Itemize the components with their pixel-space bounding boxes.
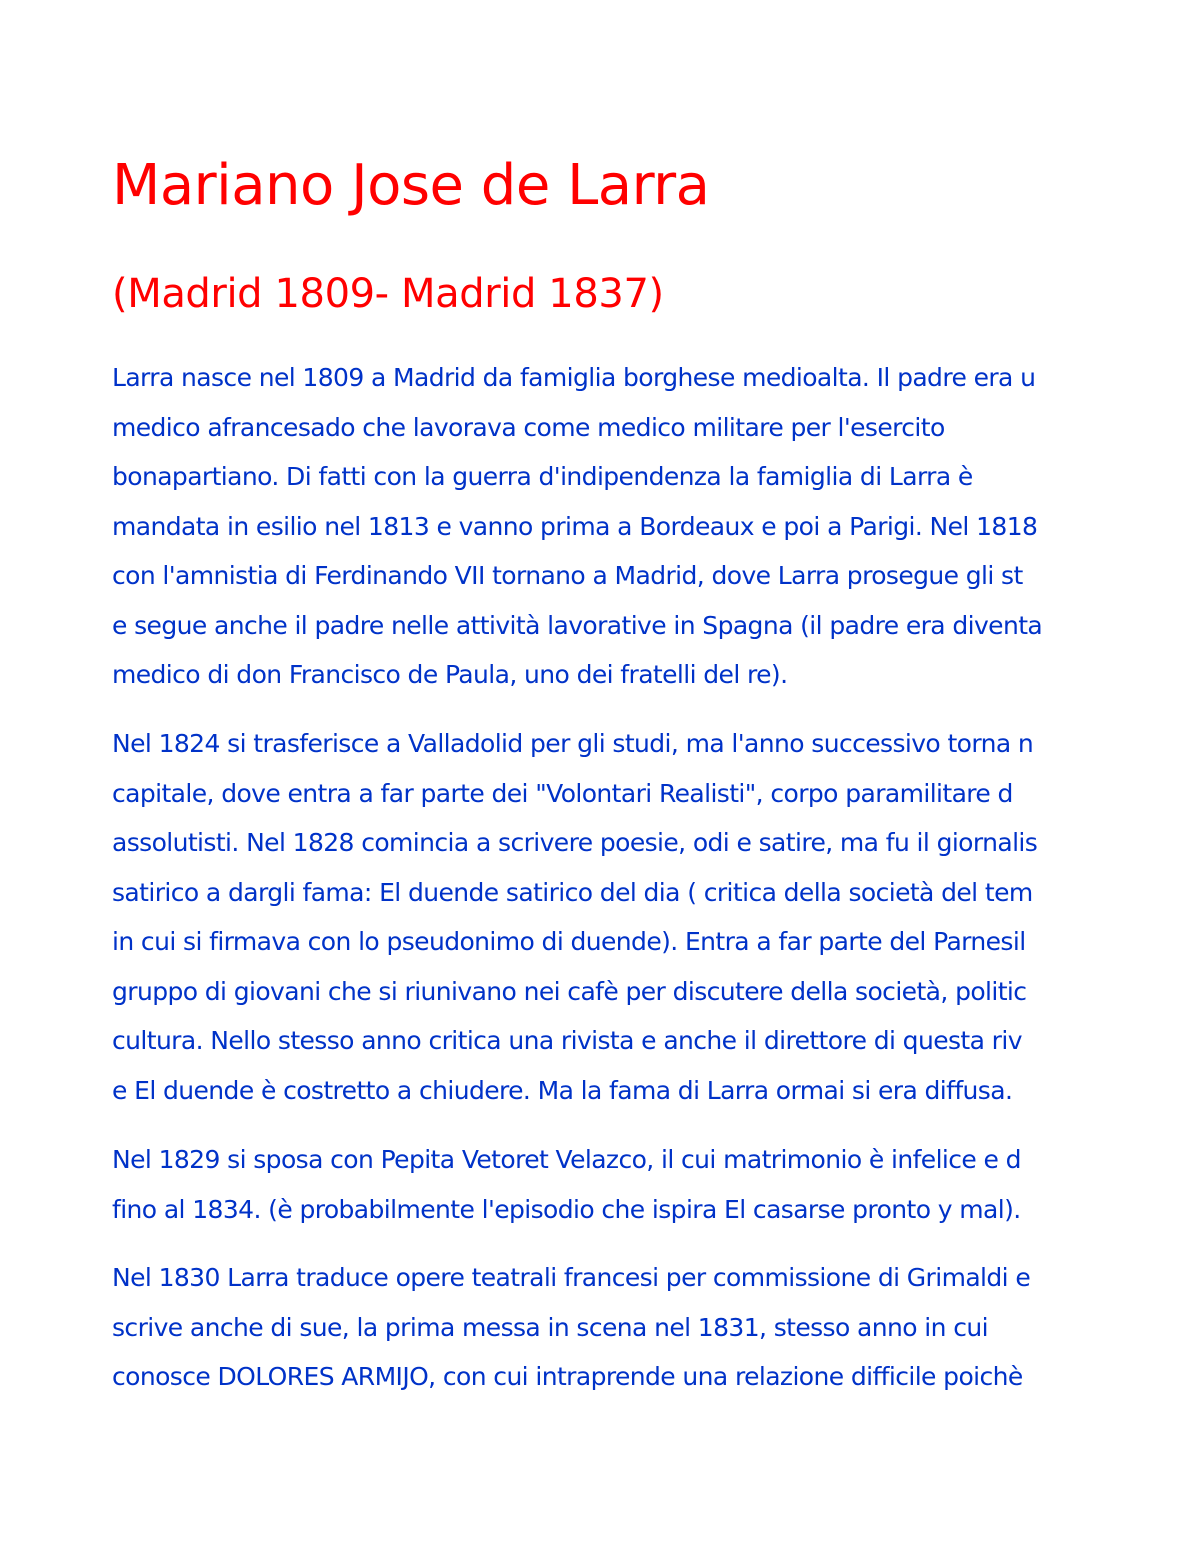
text-line: e El duende è costretto a chiudere. Ma la fama di Larra ormai si era diffusa. (112, 1075, 1013, 1105)
text-line: scrive anche di sue, la prima messa in scena nel 1831, stesso anno in cui (112, 1312, 988, 1342)
paragraph-biography-early-life (112, 353, 1042, 700)
paragraph-biography-theatre (112, 1253, 1030, 1402)
text-line: cultura. Nello stesso anno critica una rivista e anche il direttore di questa riv (112, 1026, 1022, 1055)
text-line: gruppo di giovani che si riunivano nei cafè per discutere della società, politic (112, 976, 1027, 1006)
paragraph-biography-career (112, 719, 1037, 1115)
document-title: Mariano Jose de Larra (112, 153, 710, 218)
text-line: satirico a dargli fama: El duende satirico del dia ( critica della società del tem (112, 877, 1033, 907)
text-line: Nel 1830 Larra traduce opere teatrali francesi per commissione di Grimaldi e (112, 1263, 1031, 1292)
text-line: bonapartiano. Di fatti con la guerra d'indipendenza la famiglia di Larra è (112, 462, 973, 491)
text-line: in cui si firmava con lo pseudonimo di duende). Entra a far parte del Parnesil (112, 927, 1026, 956)
text-line: Nel 1829 si sposa con Pepita Vetoret Velazco, il cui matrimonio è infelice e d (112, 1145, 1021, 1174)
text-line: assolutisti. Nel 1828 comincia a scrivere poesie, odi e satire, ma fu il giornalis (112, 828, 1038, 857)
text-line: medico di don Francisco de Paula, uno dei fratelli del re). (112, 660, 788, 689)
text-line: Larra nasce nel 1809 a Madrid da famiglia borghese medioalta. Il padre era u (112, 363, 1036, 392)
text-line: conosce DOLORES ARMIJO, con cui intraprende una relazione difficile poichè (112, 1362, 1023, 1391)
text-line: e segue anche il padre nelle attività lavorative in Spagna (il padre era diventa (112, 610, 1043, 640)
document-subtitle: (Madrid 1809- Madrid 1837) (112, 271, 664, 317)
text-line: Nel 1824 si trasferisce a Valladolid per gli studi, ma l'anno successivo torna n (112, 729, 1034, 758)
text-line: fino al 1834. (è probabilmente l'episodio che ispira El casarse pronto y mal). (112, 1194, 1021, 1224)
text-line: medico afrancesado che lavorava come medico militare per l'esercito (112, 412, 945, 442)
text-line: con l'amnistia di Ferdinando VII tornano a Madrid, dove Larra prosegue gli st (112, 561, 1023, 590)
text-line: capitale, dove entra a far parte dei "Volontari Realisti", corpo paramilitare d (112, 778, 1013, 808)
paragraph-biography-marriage (112, 1135, 1021, 1234)
text-line: mandata in esilio nel 1813 e vanno prima a Bordeaux e poi a Parigi. Nel 1818 (112, 511, 1038, 541)
